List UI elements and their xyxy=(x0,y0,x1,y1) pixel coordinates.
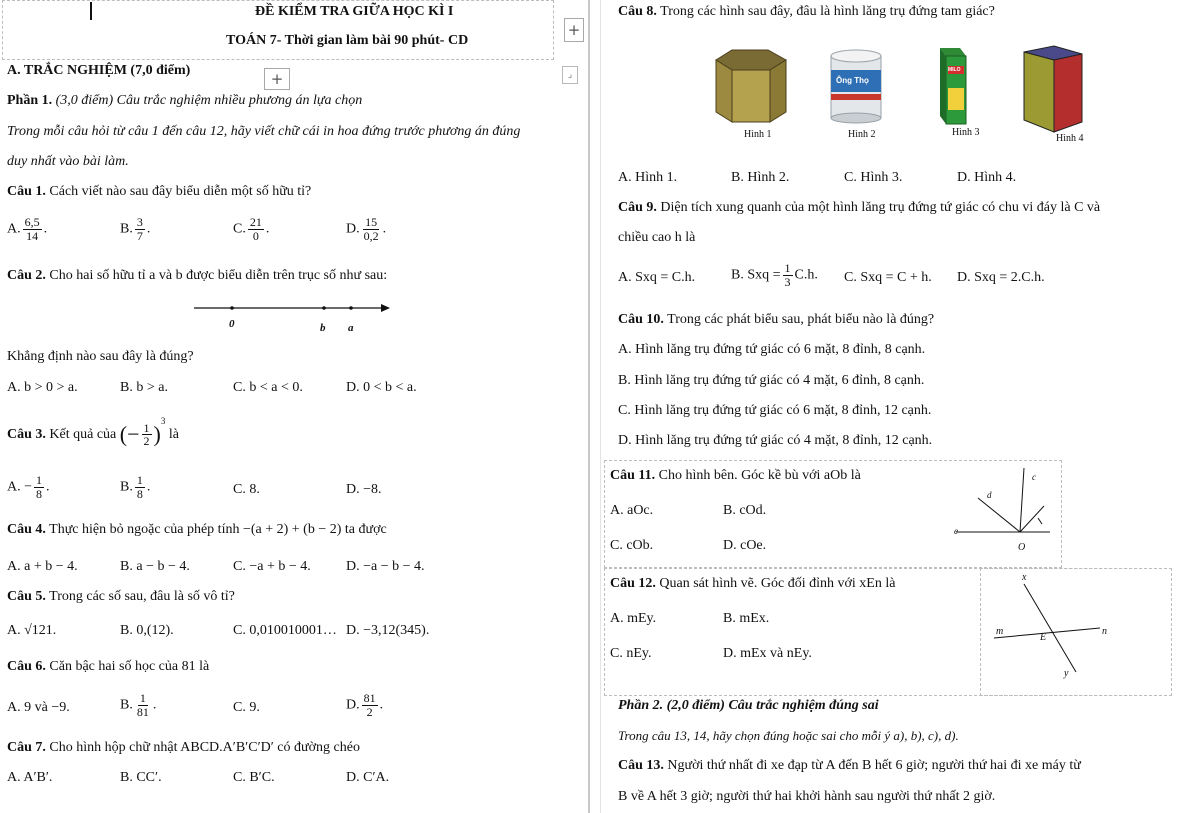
q5-option-b: B. 0,(12). xyxy=(120,623,174,638)
q1-option-c: C. $\frac{21}{0}$ . xyxy=(233,215,270,243)
q4-option-b: B. a − b − 4. xyxy=(120,559,190,574)
hexagonal-prism-figure xyxy=(708,44,794,128)
question-8: Câu 8. Trong các hình sau đây, đâu là hình lăng trụ đứng tam giác? xyxy=(618,4,995,19)
number-line-zero: 0 xyxy=(229,318,235,330)
q12-option-c: C. nEy. xyxy=(610,646,652,661)
question-9-cont: chiều cao h là xyxy=(618,230,696,245)
q8-option-a: A. Hình 1. xyxy=(618,170,678,185)
exam-title: ĐỀ KIỂM TRA GIỮA HỌC KÌ I xyxy=(255,4,454,19)
q7-option-d: D. C′A. xyxy=(346,770,390,785)
q6-option-b: B. $\frac{1}{81}$ . xyxy=(120,691,157,719)
q10-option-c: C. Hình lăng trụ đứng tứ giác có 6 mặt, 8 đỉnh, 12 cạnh. xyxy=(618,403,932,418)
question-13-cont: B về A hết 3 giờ; người thứ hai khởi hành sau người thứ nhất 2 giờ. xyxy=(618,789,996,804)
question-11: Câu 11. Cho hình bên. Góc kề bù với aOb là xyxy=(610,468,861,483)
part1-heading: Phần 1. (3,0 điểm) Câu trắc nghiệm nhiều phương án lựa chọn xyxy=(7,93,363,108)
label-y: y xyxy=(1064,668,1069,679)
number-line-figure xyxy=(192,298,392,340)
q1-option-a: A. $\frac{6,5}{14}$ . xyxy=(7,215,48,243)
resize-handle-icon[interactable]: ⌟ xyxy=(562,66,578,84)
q4-option-c: C. −a + b − 4. xyxy=(233,559,311,574)
label-o: O xyxy=(1018,542,1026,553)
q11-option-b: B. cOd. xyxy=(723,503,767,518)
vertical-angles-figure xyxy=(988,572,1108,688)
milk-can-figure xyxy=(828,48,886,126)
q12-option-a: A. mEy. xyxy=(610,611,657,626)
q11-option-a: A. aOc. xyxy=(610,503,654,518)
q11-option-c: C. cOb. xyxy=(610,538,654,553)
figure-caption-2: Hình 2 xyxy=(848,129,876,140)
q7-option-b: B. CC′. xyxy=(120,770,162,785)
q8-option-d: D. Hình 4. xyxy=(957,170,1017,185)
q10-option-d: D. Hình lăng trụ đứng tứ giác có 4 mặt, 8 đỉnh, 12 cạnh. xyxy=(618,433,933,448)
q6-option-d: D. $\frac{81}{2}$ . xyxy=(346,691,384,719)
question-9: Câu 9. Diện tích xung quanh của một hình lăng trụ đứng tứ giác có chu vi đáy là C và xyxy=(618,200,1101,215)
number-line-b: b xyxy=(320,322,326,334)
q5-option-d: D. −3,12(345). xyxy=(346,623,430,638)
milk-box-figure xyxy=(932,44,972,126)
question-1: Câu 1. Cách viết nào sau đây biểu diễn một số hữu tỉ? xyxy=(7,184,312,199)
q9-option-a: A. Sxq = C.h. xyxy=(618,270,696,285)
label-c: c xyxy=(1032,472,1036,482)
q1-option-d: D. $\frac{15}{0,2}$ . xyxy=(346,215,387,243)
instruction-line-2: duy nhất vào bài làm. xyxy=(7,154,129,169)
q2-option-b: B. b > a. xyxy=(120,380,168,395)
question-3: Câu 3. Kết quả của (− $\frac{1}{2}$ )$^3$ là xyxy=(7,416,179,449)
box-label: MILO xyxy=(948,67,961,73)
q6-option-c: C. 9. xyxy=(233,700,260,715)
can-label: Ông Thọ xyxy=(836,76,869,85)
label-m: m xyxy=(996,626,1004,637)
text-cursor xyxy=(90,2,92,20)
label-x: x xyxy=(1022,572,1027,583)
add-row-button[interactable]: + xyxy=(264,68,290,90)
label-d: d xyxy=(987,490,992,500)
q3-option-b: B. $\frac{1}{8}$ . xyxy=(120,473,151,501)
q8-option-b: B. Hình 2. xyxy=(731,170,790,185)
exam-subtitle: TOÁN 7- Thời gian làm bài 90 phút- CD xyxy=(226,33,469,48)
triangular-prism-figure xyxy=(1018,44,1088,134)
q5-option-a: A. √121. xyxy=(7,623,57,638)
figure-caption-1: Hình 1 xyxy=(744,129,772,140)
figure-caption-3: Hình 3 xyxy=(952,127,980,138)
question-5: Câu 5. Trong các số sau, đâu là số vô tỉ? xyxy=(7,589,235,604)
q2-option-d: D. 0 < b < a. xyxy=(346,380,417,395)
label-n: n xyxy=(1102,626,1107,637)
label-e: e xyxy=(954,526,958,536)
q7-option-c: C. B′C. xyxy=(233,770,275,785)
question-2: Câu 2. Cho hai số hữu tỉ a và b được biểu diễn trên trục số như sau: xyxy=(7,268,388,283)
q1-option-b: B. $\frac{3}{7}$ . xyxy=(120,215,151,243)
q9-option-d: D. Sxq = 2.C.h. xyxy=(957,270,1045,285)
q10-option-a: A. Hình lăng trụ đứng tứ giác có 6 mặt, 8 đỉnh, 8 cạnh. xyxy=(618,342,926,357)
q5-option-c: C. 0,010010001… xyxy=(233,623,337,638)
q9-option-c: C. Sxq = C + h. xyxy=(844,270,932,285)
instruction-line-1: Trong mỗi câu hỏi từ câu 1 đến câu 12, hãy viết chữ cái in hoa đứng trước phương án đúng xyxy=(7,124,521,139)
figure-caption-4: Hình 4 xyxy=(1056,133,1084,144)
q3-option-a: A. − $\frac{1}{8}$ . xyxy=(7,473,50,501)
number-line-a: a xyxy=(348,322,354,334)
question-13: Câu 13. Người thứ nhất đi xe đạp từ A đến B hết 6 giờ; người thứ hai đi xe máy từ xyxy=(618,758,1081,773)
q12-option-b: B. mEx. xyxy=(723,611,770,626)
question-7: Câu 7. Cho hình hộp chữ nhật ABCD.A′B′C′D′ có đường chéo xyxy=(7,740,360,755)
question-6: Câu 6. Căn bậc hai số học của 81 là xyxy=(7,659,210,674)
q9-option-b: B. Sxq = $\frac{1}{3}$ C.h. xyxy=(731,261,818,289)
q11-option-d: D. cOe. xyxy=(723,538,767,553)
section-a-title: A. TRẮC NGHIỆM (7,0 điểm) xyxy=(7,63,191,78)
part2-heading: Phần 2. (2,0 điểm) Câu trắc nghiệm đúng sai xyxy=(618,698,879,713)
add-block-button[interactable]: + xyxy=(564,18,584,42)
angle-figure-q11 xyxy=(946,462,1058,566)
question-12: Câu 12. Quan sát hình vẽ. Góc đối đỉnh với xEn là xyxy=(610,576,896,591)
label-e-point: E xyxy=(1040,632,1047,643)
q2-option-c: C. b < a < 0. xyxy=(233,380,303,395)
q12-option-d: D. mEx và nEy. xyxy=(723,646,812,661)
q4-option-d: D. −a − b − 4. xyxy=(346,559,425,574)
question-4: Câu 4. Thực hiện bỏ ngoặc của phép tính −(a + 2) + (b − 2) ta được xyxy=(7,522,387,537)
q2-option-a: A. b > 0 > a. xyxy=(7,380,78,395)
q3-option-c: C. 8. xyxy=(233,482,260,497)
q3-option-d: D. −8. xyxy=(346,482,382,497)
q8-option-c: C. Hình 3. xyxy=(844,170,903,185)
part2-instruction: Trong câu 13, 14, hãy chọn đúng hoặc sai cho mỗi ý a), b), c), d). xyxy=(618,728,959,743)
question-10: Câu 10. Trong các phát biểu sau, phát biểu nào là đúng? xyxy=(618,312,935,327)
q10-option-b: B. Hình lăng trụ đứng tứ giác có 4 mặt, 6 đỉnh, 8 cạnh. xyxy=(618,373,925,388)
q6-option-a: A. 9 và −9. xyxy=(7,700,70,715)
q4-option-a: A. a + b − 4. xyxy=(7,559,78,574)
page-divider xyxy=(588,0,590,813)
q2-claim: Khẳng định nào sau đây là đúng? xyxy=(7,349,194,364)
q7-option-a: A. A′B′. xyxy=(7,770,53,785)
page-divider-inner xyxy=(600,0,601,813)
